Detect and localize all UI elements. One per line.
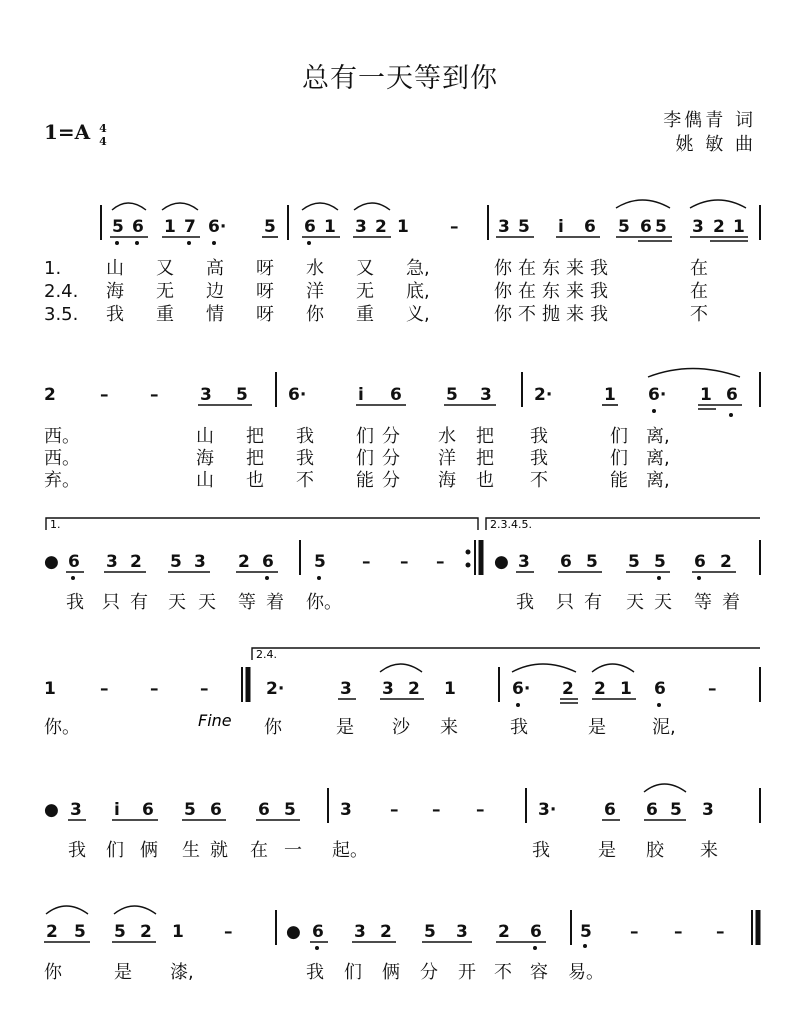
svg-text:无: 无 [156,281,174,302]
svg-text:一: 一 [284,840,302,861]
svg-text:6: 6 [640,217,652,237]
svg-text:–: – [150,385,159,405]
volta-third-label: 2.4. [256,648,277,661]
svg-text:边: 边 [206,281,224,302]
svg-text:i: i [358,385,364,405]
svg-text:不: 不 [530,470,548,491]
verse-label-1: 1. [44,258,62,279]
svg-text:来: 来 [566,258,584,279]
svg-text:–: – [362,552,371,572]
svg-text:你: 你 [494,281,512,302]
fine-marking: Fine [198,711,232,730]
svg-text:也: 也 [476,470,494,491]
svg-text:–: – [400,552,409,572]
svg-text:3: 3 [340,679,352,699]
svg-text:分: 分 [382,448,400,469]
svg-text:分: 分 [382,426,400,447]
svg-text:东: 东 [542,281,560,302]
svg-text:分: 分 [420,962,438,983]
svg-text:们: 们 [610,448,628,469]
svg-text:6·: 6· [648,385,667,405]
svg-text:1: 1 [444,679,456,699]
lyrics-line-2-verse-2 [44,448,670,469]
svg-text:俩: 俩 [140,840,158,861]
svg-text:着: 着 [266,592,284,613]
svg-text:5: 5 [654,552,666,572]
svg-text:能: 能 [356,470,374,491]
svg-text:1: 1 [604,385,616,405]
svg-text:3: 3 [702,800,714,820]
svg-text:6: 6 [142,800,154,820]
svg-text:–: – [100,385,109,405]
svg-text:就: 就 [210,840,228,861]
svg-text:6·: 6· [512,679,531,699]
svg-text:6·: 6· [208,217,227,237]
lyrics-line-1-verse-1 [106,258,708,279]
svg-text:天: 天 [626,592,644,613]
lyrics-line-5 [68,840,718,861]
repeat-dots [466,550,471,568]
svg-text:5: 5 [446,385,458,405]
svg-text:呀: 呀 [256,304,274,325]
svg-text:5: 5 [74,922,86,942]
lyrics-line-1-verse-2 [106,281,708,302]
svg-text:–: – [390,800,399,820]
svg-text:3: 3 [106,552,118,572]
lyrics-line-1-verse-3 [106,304,708,325]
key-label: 1=A [44,120,91,144]
svg-text:6: 6 [210,800,222,820]
svg-text:1: 1 [397,217,409,237]
svg-text:沙: 沙 [392,717,410,738]
svg-text:着: 着 [722,592,740,613]
svg-text:又: 又 [156,258,174,279]
svg-text:们: 们 [106,840,124,861]
svg-text:6: 6 [312,922,324,942]
svg-text:起。: 起。 [332,840,368,861]
svg-text:我: 我 [590,281,608,302]
svg-text:底,: 底, [406,281,430,302]
svg-text:–: – [450,217,459,237]
lyrics-line-4 [44,717,676,738]
svg-text:2: 2 [44,385,56,405]
verse-labels [44,258,78,325]
lyrics-line-2-verse-1 [44,426,670,447]
svg-text:等: 等 [694,592,712,613]
svg-text:离,: 离, [646,426,670,447]
svg-text:把: 把 [246,448,264,469]
lyricist-credit: 李儁青 词 [663,110,756,131]
svg-text:3: 3 [355,217,367,237]
svg-text:2: 2 [562,679,574,699]
svg-text:2: 2 [594,679,606,699]
svg-text:3: 3 [518,552,530,572]
svg-text:2: 2 [46,922,58,942]
svg-text:呀: 呀 [256,281,274,302]
svg-text:–: – [150,679,159,699]
svg-text:只: 只 [556,592,574,613]
svg-text:不: 不 [494,962,512,983]
svg-text:是: 是 [598,840,616,861]
svg-text:泥,: 泥, [652,717,676,738]
svg-text:–: – [630,922,639,942]
svg-text:我: 我 [66,592,84,613]
svg-text:天: 天 [198,592,216,613]
svg-text:弃。: 弃。 [44,470,80,491]
svg-text:3: 3 [70,800,82,820]
svg-text:也: 也 [246,470,264,491]
svg-text:6: 6 [390,385,402,405]
svg-text:–: – [432,800,441,820]
svg-text:洋: 洋 [306,281,324,302]
svg-text:1: 1 [172,922,184,942]
svg-text:7: 7 [184,217,196,237]
svg-text:有: 有 [130,592,148,613]
svg-text:容: 容 [530,962,548,983]
svg-text:山: 山 [196,426,214,447]
svg-text:6: 6 [530,922,542,942]
svg-text:们: 们 [610,426,628,447]
time-signature-bottom: 4 [99,135,107,148]
svg-text:来: 来 [440,717,458,738]
svg-text:抛: 抛 [542,304,560,325]
svg-text:i: i [558,217,564,237]
svg-text:1: 1 [324,217,336,237]
svg-text:洋: 洋 [438,448,456,469]
svg-text:2: 2 [408,679,420,699]
lyrics-line-3 [66,592,740,613]
svg-text:5: 5 [236,385,248,405]
svg-text:呀: 呀 [256,258,274,279]
svg-text:你: 你 [264,717,282,738]
svg-text:我: 我 [306,962,324,983]
svg-text:你。: 你。 [44,717,80,738]
svg-text:2: 2 [713,217,725,237]
svg-text:–: – [200,679,209,699]
svg-text:在: 在 [250,840,268,861]
svg-text:6: 6 [258,800,270,820]
svg-text:5: 5 [284,800,296,820]
svg-text:在: 在 [690,258,708,279]
svg-text:6: 6 [560,552,572,572]
svg-text:重: 重 [356,304,374,325]
svg-text:5: 5 [618,217,630,237]
svg-text:–: – [708,679,717,699]
svg-text:3: 3 [456,922,468,942]
svg-text:来: 来 [566,304,584,325]
svg-text:又: 又 [356,258,374,279]
svg-text:3: 3 [354,922,366,942]
volta-brackets [46,518,760,660]
svg-text:–: – [224,922,233,942]
svg-text:我: 我 [106,304,124,325]
svg-text:在: 在 [518,281,536,302]
svg-text:2: 2 [720,552,732,572]
svg-text:西。: 西。 [44,448,80,469]
svg-text:你。: 你。 [306,592,342,613]
svg-text:6: 6 [694,552,706,572]
svg-text:5: 5 [655,217,667,237]
svg-text:们: 们 [356,426,374,447]
page-title: 总有一天等到你 [302,63,498,94]
beam-underlines [44,237,748,942]
svg-text:山: 山 [106,258,124,279]
notes-line-6 [46,922,725,942]
svg-text:5: 5 [112,217,124,237]
svg-text:5: 5 [628,552,640,572]
svg-text:我: 我 [68,840,86,861]
svg-text:2·: 2· [534,385,553,405]
svg-text:急,: 急, [406,258,430,279]
svg-text:生: 生 [182,840,200,861]
svg-text:你: 你 [494,258,512,279]
svg-text:6: 6 [646,800,658,820]
svg-text:●: ● [44,800,59,820]
svg-text:胶: 胶 [646,840,664,861]
notes-line-3 [44,552,732,572]
lyrics-line-6 [44,962,604,983]
svg-text:6: 6 [262,552,274,572]
svg-text:能: 能 [610,470,628,491]
svg-text:5: 5 [518,217,530,237]
svg-text:重: 重 [156,304,174,325]
svg-text:5: 5 [264,217,276,237]
svg-text:海: 海 [106,281,124,302]
svg-text:1: 1 [164,217,176,237]
svg-text:海: 海 [438,470,456,491]
svg-text:3: 3 [692,217,704,237]
svg-text:把: 把 [246,426,264,447]
svg-text:2: 2 [140,922,152,942]
svg-text:有: 有 [584,592,602,613]
verse-label-2: 2.4. [44,281,79,302]
svg-text:2: 2 [238,552,250,572]
svg-text:来: 来 [700,840,718,861]
svg-text:你: 你 [44,962,62,983]
svg-text:–: – [674,922,683,942]
notes-line-1 [112,217,745,237]
svg-text:5: 5 [670,800,682,820]
barlines [101,205,760,945]
svg-text:1: 1 [620,679,632,699]
svg-text:西。: 西。 [44,426,80,447]
svg-text:●: ● [494,552,509,572]
notes-line-5 [44,800,714,820]
svg-text:只: 只 [102,592,120,613]
svg-text:6·: 6· [288,385,307,405]
svg-text:5: 5 [114,922,126,942]
svg-text:东: 东 [542,258,560,279]
svg-text:海: 海 [196,448,214,469]
time-signature-top: 4 [99,122,107,135]
svg-text:情: 情 [206,304,224,325]
svg-text:6: 6 [584,217,596,237]
svg-text:天: 天 [654,592,672,613]
svg-text:2·: 2· [266,679,285,699]
svg-text:3·: 3· [538,800,557,820]
svg-text:义,: 义, [406,304,430,325]
svg-text:2: 2 [380,922,392,942]
svg-text:1: 1 [700,385,712,405]
svg-text:易。: 易。 [568,962,604,983]
svg-text:–: – [100,679,109,699]
svg-text:不: 不 [296,470,314,491]
svg-text:开: 开 [458,962,476,983]
svg-text:我: 我 [530,426,548,447]
svg-text:6: 6 [604,800,616,820]
svg-text:我: 我 [510,717,528,738]
svg-text:●: ● [44,552,59,572]
svg-text:水: 水 [306,258,324,279]
svg-text:3: 3 [382,679,394,699]
svg-text:漆,: 漆, [170,962,194,983]
svg-text:来: 来 [566,281,584,302]
svg-text:把: 把 [476,448,494,469]
svg-text:高: 高 [206,258,224,279]
svg-text:6: 6 [726,385,738,405]
svg-text:3: 3 [498,217,510,237]
svg-text:把: 把 [476,426,494,447]
svg-text:你: 你 [494,304,512,325]
svg-text:–: – [476,800,485,820]
svg-text:5: 5 [170,552,182,572]
svg-text:3: 3 [340,800,352,820]
svg-text:5: 5 [184,800,196,820]
svg-text:等: 等 [238,592,256,613]
svg-text:3: 3 [200,385,212,405]
svg-text:我: 我 [532,840,550,861]
svg-text:是: 是 [588,717,606,738]
svg-text:是: 是 [114,962,132,983]
svg-text:我: 我 [530,448,548,469]
svg-text:无: 无 [356,281,374,302]
svg-text:俩: 俩 [382,962,400,983]
svg-text:6: 6 [132,217,144,237]
volta-first-label: 1. [50,518,61,531]
svg-text:3: 3 [480,385,492,405]
svg-text:2: 2 [498,922,510,942]
svg-text:山: 山 [196,470,214,491]
svg-text:6: 6 [304,217,316,237]
svg-text:3: 3 [194,552,206,572]
svg-text:在: 在 [690,281,708,302]
svg-text:–: – [716,922,725,942]
svg-text:●: ● [286,922,301,942]
notes-line-2 [44,385,738,405]
svg-text:是: 是 [336,717,354,738]
svg-text:我: 我 [296,448,314,469]
composer-credit: 姚 敏 曲 [675,134,756,155]
svg-text:不: 不 [690,304,708,325]
svg-text:们: 们 [356,448,374,469]
svg-text:6: 6 [68,552,80,572]
svg-text:不: 不 [518,304,536,325]
svg-text:我: 我 [516,592,534,613]
svg-text:5: 5 [314,552,326,572]
svg-text:离,: 离, [646,470,670,491]
svg-text:2: 2 [130,552,142,572]
svg-text:们: 们 [344,962,362,983]
svg-text:1: 1 [44,679,56,699]
svg-text:–: – [436,552,445,572]
verse-label-3: 3.5. [44,304,79,325]
svg-text:在: 在 [518,258,536,279]
svg-text:水: 水 [438,426,456,447]
lyrics-line-2-verse-3 [44,470,670,491]
svg-text:我: 我 [296,426,314,447]
svg-text:i: i [114,800,120,820]
svg-text:5: 5 [580,922,592,942]
volta-second-label: 2.3.4.5. [490,518,532,531]
notes-line-4 [44,679,717,699]
svg-text:我: 我 [590,258,608,279]
svg-text:分: 分 [382,470,400,491]
svg-text:天: 天 [168,592,186,613]
svg-text:5: 5 [586,552,598,572]
svg-text:我: 我 [590,304,608,325]
svg-text:离,: 离, [646,448,670,469]
svg-text:1: 1 [733,217,745,237]
svg-text:2: 2 [375,217,387,237]
svg-text:6: 6 [654,679,666,699]
svg-text:你: 你 [306,304,324,325]
svg-text:5: 5 [424,922,436,942]
